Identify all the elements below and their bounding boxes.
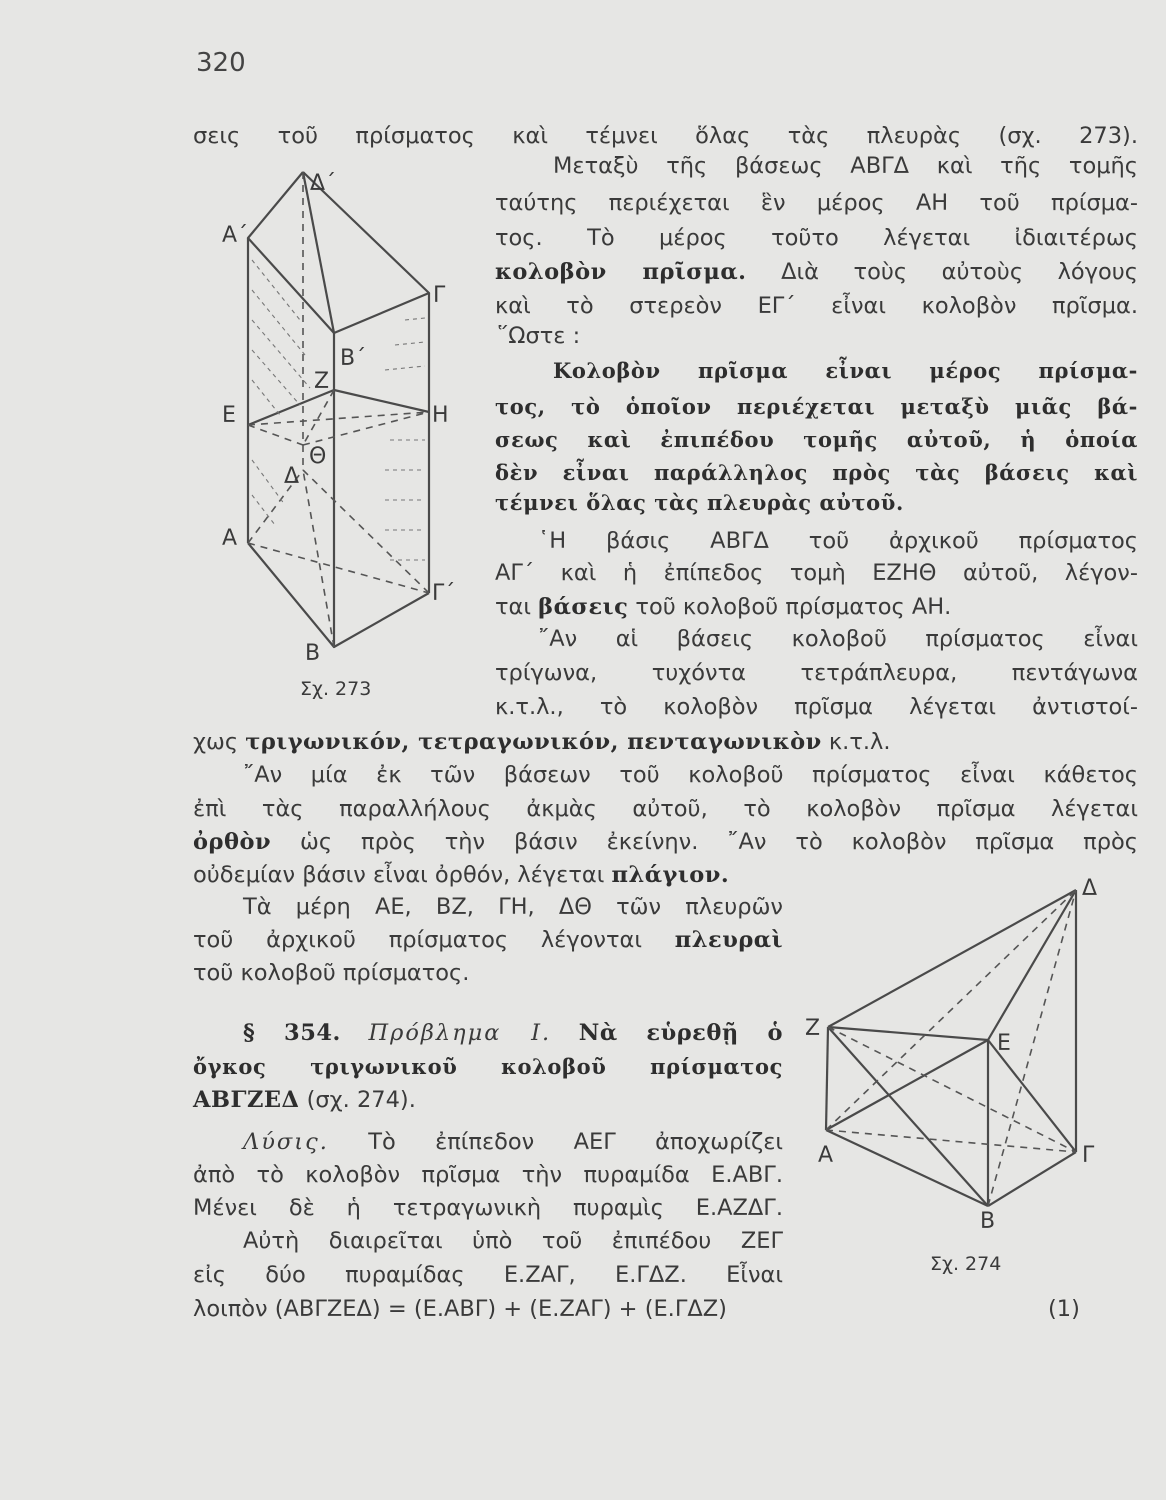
text-line: καὶ τὸ στερεὸν ΕΓ΄ εἶναι κολοβὸν πρῖσμα. [495,293,1138,319]
text-line: ἀπὸ τὸ κολοβὸν πρῖσμα τὴν πυραμίδα Ε.ΑΒΓ. [193,1162,783,1188]
bold-term: κολοβὸν πρῖσμα. [495,259,747,285]
bold-term: τριγωνικόν, τετραγωνικόν, πενταγωνικὸν [245,729,822,755]
text-line: τοῦ ἀρχικοῦ πρίσματος λέγονται πλευραὶ [193,927,783,953]
text-line: Λύσις. Τὸ ἐπίπεδον ΑΕΓ ἀποχωρίζει [243,1129,783,1155]
text-line: ὀρθὸν ὡς πρὸς τὴν βάσιν ἐκείνην. ῎Αν τὸ κολοβὸν πρῖσμα πρὸς [193,829,1138,855]
text-line: Μεταξὺ τῆς βάσεως ΑΒΓΔ καὶ τῆς τομῆς [553,153,1138,179]
text-line: τρίγωνα, τυχόντα τετράπλευρα, πεντάγωνα [495,660,1138,686]
text-line: Αὐτὴ διαιρεῖται ὑπὸ τοῦ ἐπιπέδου ΖΕΓ [243,1228,783,1254]
text-line: ΑΓ΄ καὶ ἡ ἐπίπεδος τομὴ ΕΖΗΘ αὐτοῦ, λέγον- [495,560,1138,586]
bold-term: πλευραὶ [674,927,783,953]
fig274-label: Α [818,1143,834,1168]
definition-line: Κολοβὸν πρῖσμα εἶναι μέρος πρίσμα- [553,358,1138,383]
fig273-label: Β [305,641,321,666]
fig274-label: Ζ [805,1016,821,1041]
fig274-label: Δ [1082,876,1098,901]
bold-term: ὀρθὸν [193,829,272,855]
definition-line: τέμνει ὅλας τὰς πλευρὰς αὐτοῦ. [495,490,904,515]
text-line: ῾Η βάσις ΑΒΓΔ τοῦ ἀρχικοῦ πρίσματος [538,528,1138,554]
fig273-label: Γ [433,283,446,308]
text-line: εἰς δύο πυραμίδας Ε.ΖΑΓ, Ε.ΓΔΖ. Εἶναι [193,1262,783,1288]
text-line: ται βάσεις τοῦ κολοβοῦ πρίσματος ΑΗ. [495,594,952,620]
fig273-label: Δ΄ [310,171,337,196]
formula-line: λοιπὸν (ΑΒΓΖΕΔ) = (Ε.ΑΒΓ) + (Ε.ΖΑΓ) + (Ε.ΓΔΖ) [193,1296,727,1322]
text-line: χως τριγωνικόν, τετραγωνικόν, πενταγωνικὸν κ.τ.λ. [193,729,891,755]
text-line: Τὰ μέρη ΑΕ, ΒΖ, ΓΗ, ΔΘ τῶν πλευρῶν [243,894,783,920]
definition-line: σεως καὶ ἐπιπέδου τομῆς αὐτοῦ, ἡ ὁποία [495,427,1138,452]
text-line: σεις τοῦ πρίσματος καὶ τέμνει ὅλας τὰς πλευρὰς (σχ. 273). [193,123,1138,149]
fig273-caption: Σχ. 273 [300,678,372,700]
fig273-label: Ε [222,403,236,428]
problem-heading-line: ὄγκος τριγωνικοῦ κολοβοῦ πρίσματος [193,1054,783,1079]
bold-term: πλάγιον. [611,862,730,888]
fig273-label: Α [222,526,238,551]
text-line: Μένει δὲ ἡ τετραγωνικὴ πυραμὶς Ε.ΑΖΔΓ. [193,1195,783,1221]
text-line: κολοβὸν πρῖσμα. Διὰ τοὺς αὐτοὺς λόγους [495,259,1138,285]
fig273-label: Ζ [314,369,330,394]
text-line: ταύτης περιέχεται ἓν μέρος ΑΗ τοῦ πρίσμα- [495,190,1138,216]
definition-line: τος, τὸ ὁποῖον περιέχεται μεταξὺ μιᾶς βά- [495,394,1138,419]
definition-line: δὲν εἶναι παράλληλος πρὸς τὰς βάσεις καὶ [495,460,1138,485]
fig273-label: Δ [284,464,300,489]
text-line: ῞Ωστε : [497,323,581,349]
text-line: κ.τ.λ., τὸ κολοβὸν πρῖσμα λέγεται ἀντιστοί- [495,694,1138,720]
text-line: ΑΒΓΖΕΔ (σχ. 274). [193,1087,416,1113]
solution-label: Λύσις. [243,1129,329,1155]
problem-heading: § 354. Πρόβλημα Ι. Νὰ εὑρεθῇ ὁ [243,1020,784,1046]
fig273-label: Α΄ [222,223,249,248]
fig273-label: Θ [309,444,327,469]
fig274-label: Β [980,1209,996,1234]
text-line: ῎Αν μία ἐκ τῶν βάσεων τοῦ κολοβοῦ πρίσματος εἶναι κάθετος [243,762,1138,788]
text-line: ῎Αν αἱ βάσεις κολοβοῦ πρίσματος εἶναι [538,626,1138,652]
fig273-label: Β΄ [340,346,367,371]
fig274-edge [828,890,1076,1027]
fig274-caption: Σχ. 274 [930,1253,1002,1275]
text-line: τος. Τὸ μέρος τοῦτο λέγεται ἰδιαιτέρως [495,225,1138,251]
fig274-label: Ε [997,1031,1011,1056]
text-line: ἐπὶ τὰς παραλλήλους ἀκμὰς αὐτοῦ, τὸ κολοβὸν πρῖσμα λέγεται [193,796,1138,822]
text-line: τοῦ κολοβοῦ πρίσματος. [193,960,470,986]
equation-number: (1) [1048,1296,1080,1322]
page-number: 320 [196,48,246,78]
fig274-label: Γ [1082,1143,1095,1168]
text-line: οὐδεμίαν βάσιν εἶναι ὀρθόν, λέγεται πλάγιον. [193,862,730,888]
fig273-label: Γ΄ [432,581,456,606]
bold-term: βάσεις [538,594,629,620]
fig273-label: Η [432,403,449,428]
